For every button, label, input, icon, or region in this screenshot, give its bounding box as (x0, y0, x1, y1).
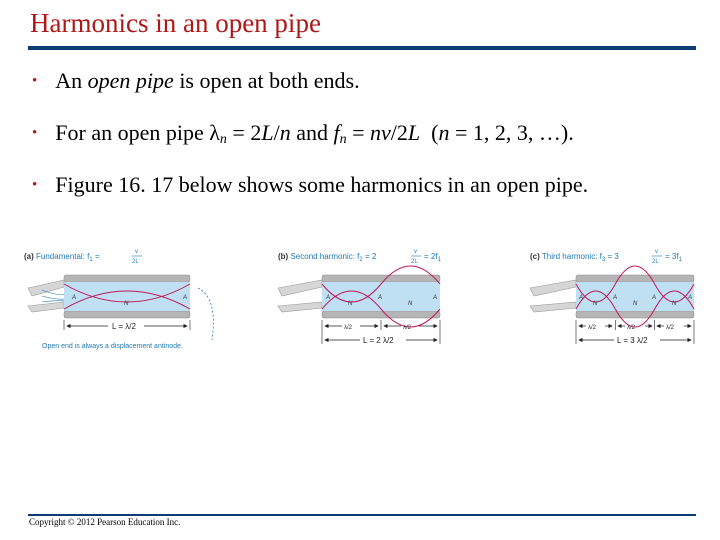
antinode-label: A (579, 295, 584, 301)
frac-num: v (135, 249, 138, 255)
panel-tag: (a) (24, 252, 34, 261)
panel-fundamental (24, 249, 213, 350)
antinode-label: A (378, 295, 383, 301)
formula-var: n (438, 120, 450, 145)
panel-caption: Third harmonic: f (541, 252, 602, 261)
formula-text: ( (420, 120, 439, 145)
caption-eq2: = 3f (665, 252, 679, 261)
half-wavelength-label: λ/2 (403, 325, 412, 331)
antinode-label: A (72, 295, 77, 301)
subscript-n: n (339, 132, 347, 147)
caption-eq: = 3 (607, 252, 619, 261)
bullet-text: An (55, 68, 88, 93)
lambda-symbol: λ (209, 120, 220, 145)
formula-text: = 2 (226, 120, 262, 145)
node-label: N (408, 301, 413, 307)
length-label: L = λ/2 (112, 322, 136, 331)
antinode-label: A (183, 295, 188, 301)
subscript-n: n (219, 132, 227, 147)
formula-text: /2 (390, 120, 408, 145)
caption-sub: 1 (437, 257, 441, 263)
caption-eq: = 2 (364, 252, 377, 261)
formula-text: = 1, 2, 3, …). (449, 120, 574, 145)
node-label: N (124, 301, 129, 307)
svg-text:(c) Third harmonic: f3 = 3 (530, 252, 619, 263)
antinode-label: A (652, 295, 657, 301)
antinode-label: A (688, 295, 693, 301)
formula-text: and (290, 120, 334, 145)
node-label: N (593, 301, 598, 307)
node-label: N (348, 301, 353, 307)
half-wavelength-label: λ/2 (666, 325, 675, 331)
panel-second-harmonic (278, 249, 442, 345)
open-pipe-harmonics-figure (20, 240, 710, 360)
footer-divider (28, 514, 696, 516)
bullet-open-pipe-definition (32, 68, 360, 94)
caption-eq2: = 2f (424, 252, 438, 261)
frac-den: 2L (652, 259, 659, 265)
svg-text:= 2f1 (424, 252, 442, 263)
antinode-label: A (326, 295, 331, 301)
formula-var: f (333, 120, 340, 145)
copyright-notice: Copyright © 2012 Pearson Education Inc. (29, 517, 181, 527)
antinode-label: A (433, 295, 438, 301)
antinode-note: Open end is always a displacement antinode. (42, 343, 183, 350)
caption-sub: 1 (89, 257, 93, 263)
half-wavelength-label: λ/2 (588, 325, 597, 331)
node-label: N (672, 301, 677, 307)
frac-den: 2L (132, 259, 139, 265)
panel-caption: Fundamental: f (36, 252, 90, 261)
panel-tag: (b) (278, 252, 289, 261)
title-divider (28, 46, 696, 50)
formula-var: L (407, 120, 421, 145)
caption-eq: = (94, 252, 100, 261)
panel-third-harmonic (530, 249, 694, 345)
half-wavelength-label: λ/2 (344, 325, 353, 331)
panel-tag: (c) (530, 252, 540, 261)
caption-sub: 2 (359, 257, 363, 263)
bullet-dot: • (32, 125, 38, 141)
caption-sub: 3 (601, 257, 606, 263)
node-label: N (633, 301, 638, 307)
svg-text:(b) Second harmonic: f2 = 2 (278, 252, 377, 263)
bullet-text: Figure 16. 17 below shows some harmonics in an open pipe. (55, 172, 589, 197)
slide-title: Harmonics in an open pipe (30, 8, 321, 38)
bullet-figure-reference (32, 172, 588, 198)
length-label: L = 2 λ/2 (363, 336, 394, 345)
formula-var: n (279, 120, 291, 145)
frac-den: 2L (411, 259, 418, 265)
svg-text:= 3f1 (665, 252, 683, 263)
bullet-text: is open at both ends. (173, 68, 360, 93)
panel-caption: Second harmonic: f (290, 252, 360, 261)
formula-var: L (261, 120, 274, 145)
length-label: L = 3 λ/2 (617, 336, 648, 345)
svg-text:(a) Fundamental: f1 = (24, 252, 100, 263)
bullet-dot: • (32, 177, 38, 193)
bullet-text: For an open pipe (55, 120, 210, 145)
frac-num: v (414, 249, 417, 255)
bullet-emphasis: open pipe (87, 68, 174, 93)
bullet-formula (32, 120, 574, 148)
formula-var: nv (370, 120, 391, 145)
frac-num: v (655, 249, 658, 255)
half-wavelength-label: λ/2 (627, 325, 636, 331)
formula-text: = (346, 120, 371, 145)
bullet-dot: • (32, 73, 38, 89)
formula-text: / (273, 120, 280, 145)
caption-sub: 1 (678, 257, 682, 263)
antinode-label: A (613, 295, 618, 301)
